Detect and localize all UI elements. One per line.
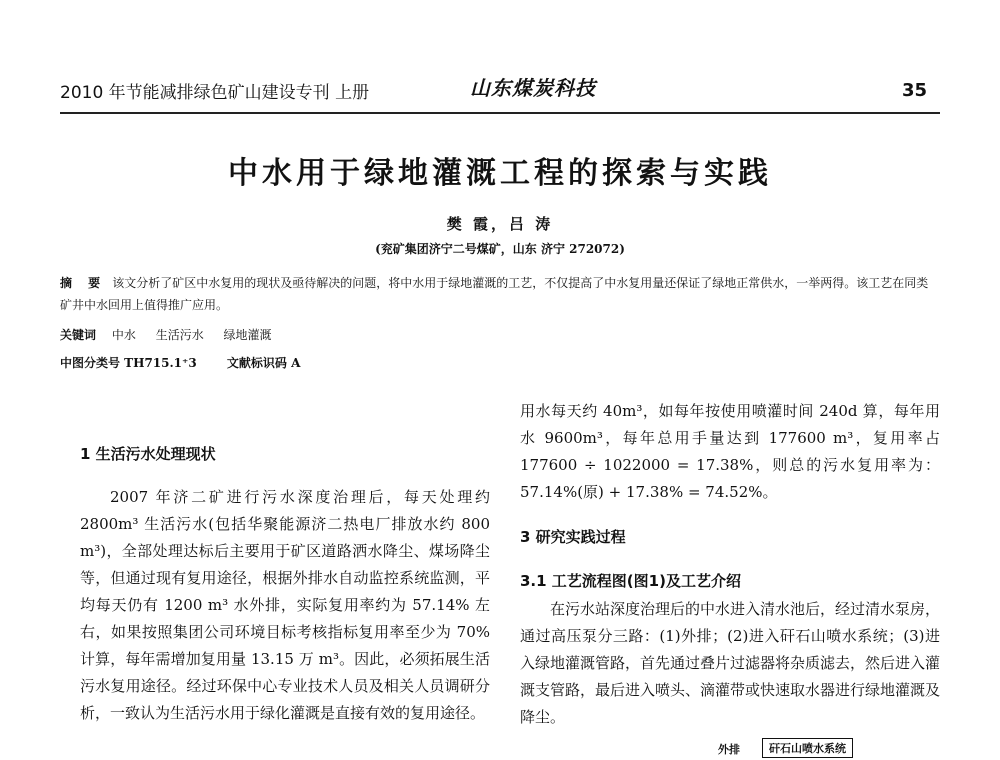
right-paragraph-1: 用水每天约 40m³，如每年按使用喷灌时间 240d 算，每年用水 9600m³，每年总用手量达到 177600 m³，复用率占 177600 ÷ 1022000 = 17.38%，则总的污水复用率为：57.14%(原) + 17.38% = 74.52%。 — [520, 402, 940, 501]
keyword: 绿地灌溉 — [223, 328, 272, 342]
section-1-paragraph: 2007 年济二矿进行污水深度治理后，每天处理约 2800m³ 生活污水(包括华聚能源济二热电厂排放水约 800 m³)，全部处理达标后主要用于矿区道路洒水降尘、煤场降尘等，但通过现有复用途径，根据外排水自动监控系统监测，平均每天仍有 1200 m³ 水外排，实际复用率约为 57.14% 左右，如果按照集团公司环境目标考核指标复用率至少为 70% 计算，每年需增加复用量 13.15 万 m³。因此，必须拓展生活污水复用途径。经过环保中心专业技术人员及相关人员调研分析，一致认为生活污水用于绿化灌溉是直接有效的复用途径。 — [80, 488, 490, 722]
keywords-label: 关键词 — [60, 328, 97, 342]
journal-issue: 2010 年节能减排绿色矿山建设专刊 上册 — [60, 83, 370, 103]
document-code: 文献标识码 A — [226, 356, 301, 370]
article-affiliation: (兖矿集团济宁二号煤矿，山东 济宁 272072) — [375, 242, 625, 256]
section-3-1-heading: 3.1 工艺流程图(图1)及工艺介绍 — [520, 572, 741, 590]
section-1-heading: 1 生活污水处理现状 — [80, 445, 216, 463]
abstract-label: 摘 要 — [60, 276, 107, 290]
article-title: 中水用于绿地灌溉工程的探索与实践 — [228, 156, 772, 191]
keyword: 中水 — [111, 328, 136, 342]
header-rule — [60, 112, 940, 114]
classification-number: 中图分类号 TH715.1⁺3 — [60, 356, 197, 370]
abstract — [60, 272, 940, 316]
figure-label-outflow: 外排 — [718, 743, 740, 756]
keywords — [60, 326, 288, 343]
page-number: 35 — [902, 80, 928, 101]
journal-logo: 山东煤炭科技 — [470, 76, 596, 100]
section-3-heading: 3 研究实践过程 — [520, 528, 626, 546]
article-authors: 樊 霞，吕 涛 — [446, 215, 554, 233]
keyword: 生活污水 — [155, 328, 204, 342]
abstract-text: 该文分析了矿区中水复用的现状及亟待解决的问题，将中水用于绿地灌溉的工艺，不仅提高了中水复用量还保证了绿地正常供水，一举两得。该工艺在同类矿井中水回用上值得推广应用。 — [60, 276, 929, 312]
section-3-1-paragraph: 在污水站深度治理后的中水进入清水池后，经过清水泵房，通过高压泵分三路：(1)外排；(2)进入矸石山喷水系统；(3)进入绿地灌溉管路，首先通过叠片过滤器将杂质滤去，然后进入灌溉支管路，最后进入喷头、滴灌带或快速取水器进行绿地灌溉及降尘。 — [520, 600, 941, 726]
classification-line — [60, 354, 326, 371]
figure-box-gangue-spray: 矸石山喷水系统 — [762, 738, 853, 758]
